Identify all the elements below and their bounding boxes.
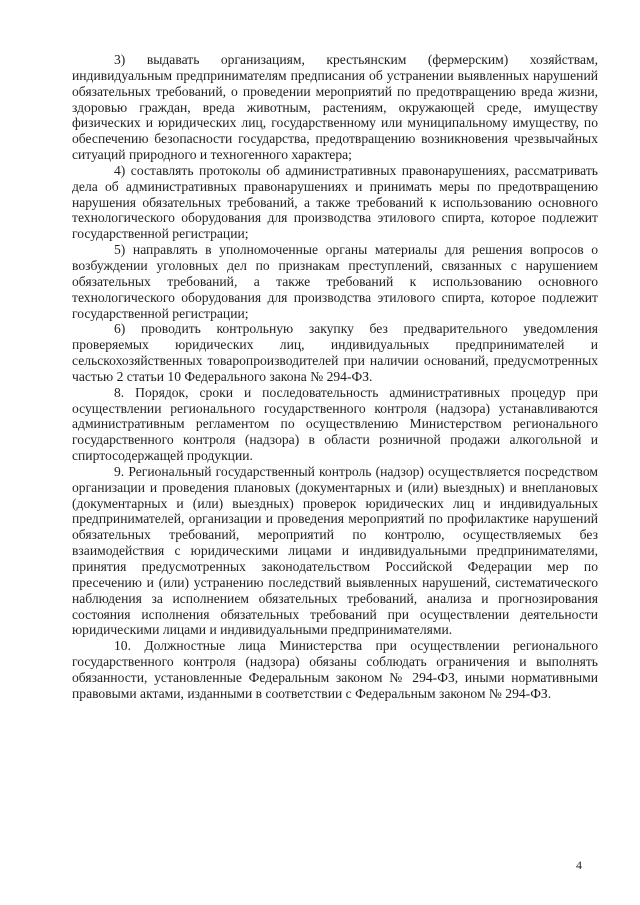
paragraph-item-4: 4) составлять протоколы об административных правонарушениях, рассматривать дела об административных правонарушениях и принимать меры по предотвращению нарушения обязательных требований, а также требований к использованию основного технологического оборудования для производства этилового спирта, которое подлежит государственной регистрации; — [72, 162, 598, 242]
page-number: 4 — [576, 858, 582, 872]
paragraph-section-9: 9. Региональный государственный контроль (надзор) осуществляется посредством организации и проведения плановых (документарных и (или) выездных) и внеплановых (документарных и (или) выездных) проверок юридических лиц и индивидуальных предпринимателей, организации и проведения мероприятий по профилактике нарушений обязательных требований, мероприятий по контролю, осуществляемых без взаимодействия с юридическими лицами и индивидуальными предпринимателями, принятия предусмотренных законодательством Российской Федерации мер по пресечению и (или) устранению последствий выявленных нарушений, систематического наблюдения за исполнением обязательных требований, анализа и прогнозирования состояния исполнения обязательных требований при осуществлении деятельности юридическими лицами и индивидуальными предпринимателями. — [72, 463, 598, 638]
paragraph-item-3: 3) выдавать организациям, крестьянским (фермерским) хозяйствам, индивидуальным предпринимателям предписания об устранении выявленных нарушений обязательных требований, о проведении мероприятий по предотвращению вреда жизни, здоровью граждан, вреда животным, растениям, окружающей среде, имуществу физических и юридических лиц, государственному или муниципальному имуществу, по обеспечению безопасности государства, предотвращению возникновения чрезвычайных ситуаций природного и техногенного характера; — [72, 52, 598, 163]
paragraph-item-6: 6) проводить контрольную закупку без предварительного уведомления проверяемых юридических лиц, индивидуальных предпринимателей и сельскохозяйственных товаропроизводителей при наличии оснований, предусмотренных частью 2 статьи 10 Федерального закона № 294-ФЗ. — [72, 321, 598, 384]
paragraph-section-10: 10. Должностные лица Министерства при осуществлении регионального государственного контроля (надзора) обязаны соблюдать ограничения и выполнять обязанности, установленные Федеральным законом № 294-ФЗ, иными нормативными правовыми актами, изданными в соответствии с Федеральным законом № 294-ФЗ. — [72, 638, 598, 701]
paragraph-section-8: 8. Порядок, сроки и последовательность административных процедур при осуществлении регионального государственного контроля (надзора) устанавливаются административным регламентом по осуществлению Министерством регионального государственного контроля (надзора) в области розничной продажи алкогольной и спиртосодержащей продукции. — [72, 384, 598, 464]
paragraph-item-5: 5) направлять в уполномоченные органы материалы для решения вопросов о возбуждении уголовных дел по признакам преступлений, связанных с нарушением обязательных требований, а также требований к использованию основного технологического оборудования для производства этилового спирта, которое подлежит государственной регистрации; — [72, 242, 598, 321]
